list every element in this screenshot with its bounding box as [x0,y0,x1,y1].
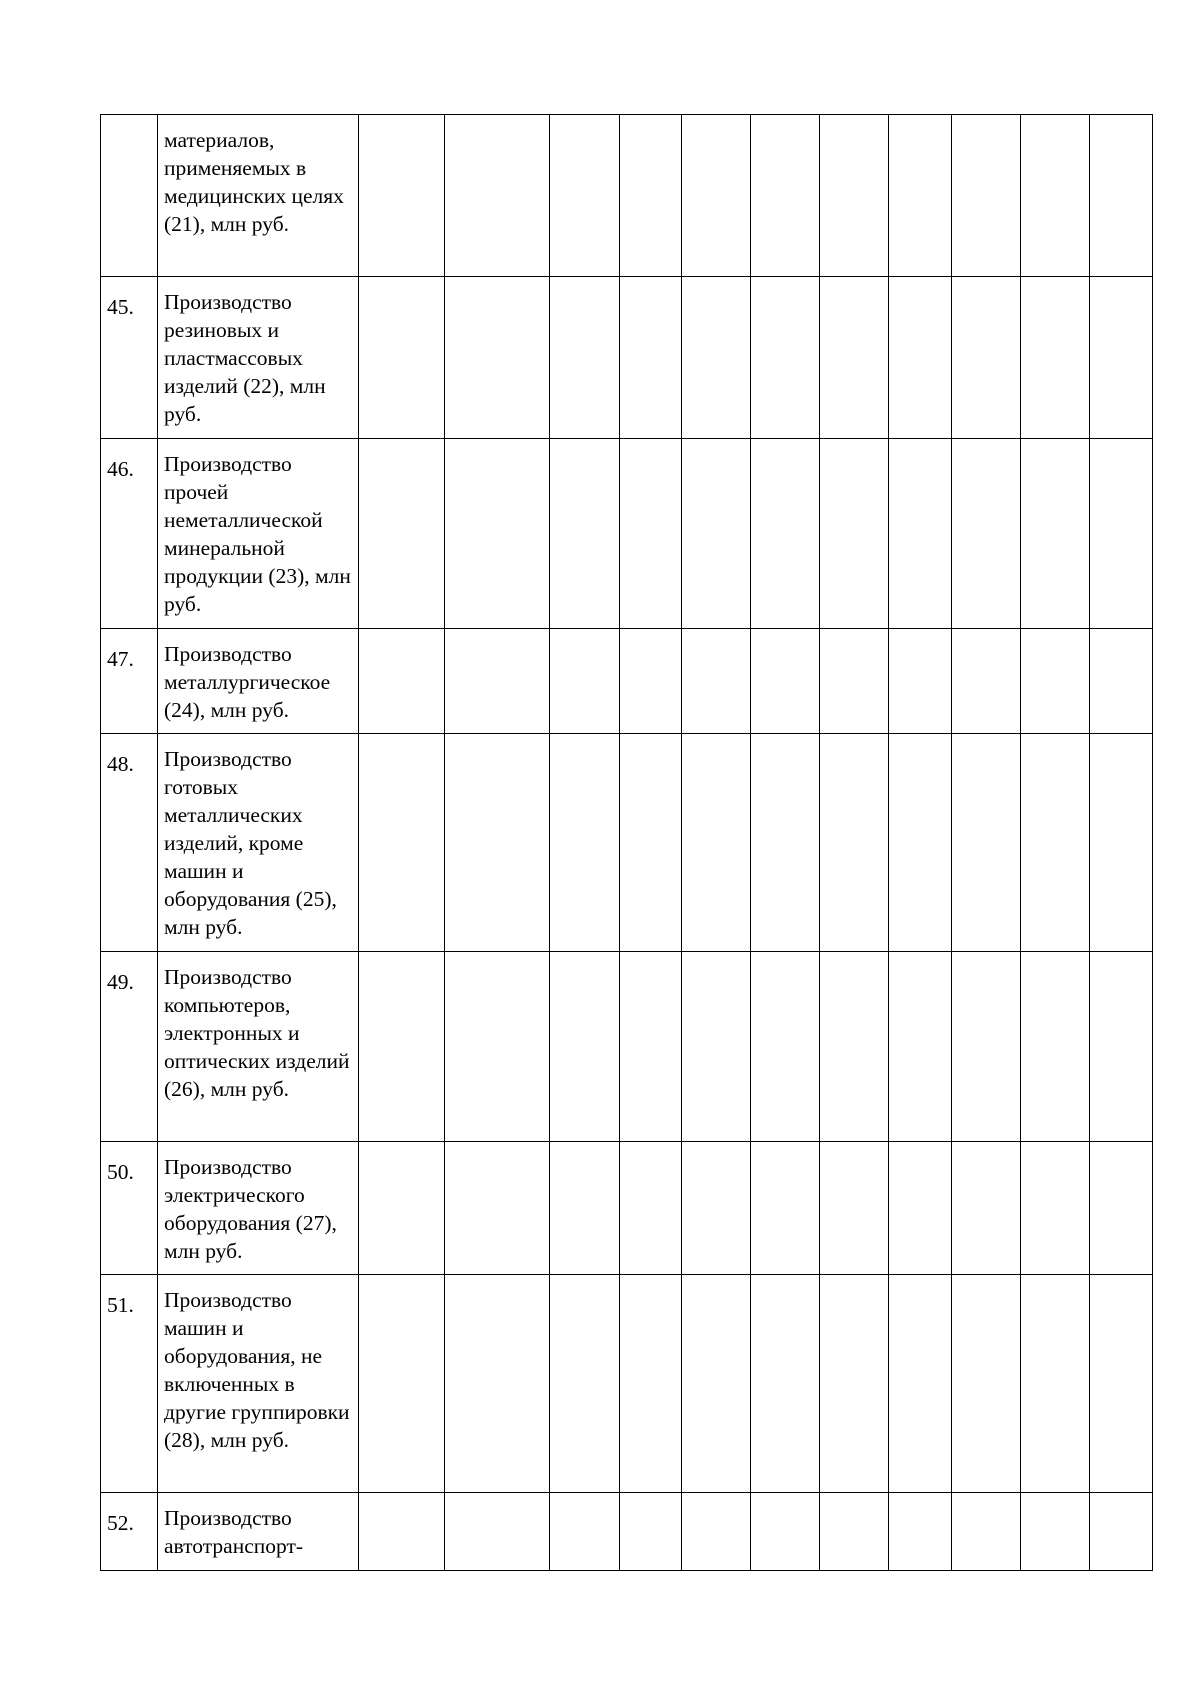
value-cell [1090,1493,1153,1571]
value-cell [445,1142,550,1275]
value-cell [1021,1493,1090,1571]
value-cell [751,952,820,1142]
indicator-name-cell [158,1493,359,1571]
value-cell [820,115,889,277]
value-cell [445,1275,550,1493]
table-row [101,629,1153,734]
value-cell [820,629,889,734]
value-cell [620,1142,682,1275]
value-cell [359,1142,445,1275]
table-row [101,115,1153,277]
indicator-name: Производство готовых металлических изделий, кроме машин и оборудования (25), млн руб. [164,747,337,939]
table-row [101,734,1153,952]
value-cell [620,1275,682,1493]
value-cell [445,277,550,439]
indicator-name: Производство прочей неметаллической минеральной продукции (23), млн руб. [164,452,351,616]
value-cell [1021,1275,1090,1493]
value-cell [445,734,550,952]
value-cell [952,952,1021,1142]
value-cell [445,1493,550,1571]
indicator-name-cell [158,734,359,952]
value-cell [1090,1142,1153,1275]
value-cell [820,277,889,439]
value-cell [889,1275,952,1493]
value-cell [550,734,620,952]
table-body [101,115,1153,1571]
value-cell [682,629,751,734]
value-cell [820,1493,889,1571]
value-cell [445,629,550,734]
value-cell [820,1275,889,1493]
value-cell [682,952,751,1142]
value-cell [751,1493,820,1571]
value-cell [620,1493,682,1571]
value-cell [820,734,889,952]
table-row [101,439,1153,629]
value-cell [682,115,751,277]
row-number: 48. [101,734,158,952]
value-cell [550,439,620,629]
value-cell [820,1142,889,1275]
value-cell [889,1493,952,1571]
value-cell [889,1142,952,1275]
value-cell [550,1275,620,1493]
indicators-table [100,114,1153,1571]
indicator-name: Производство металлургическое (24), млн руб. [164,642,331,722]
indicator-name: Производство машин и оборудования, не включенных в другие группировки (28), млн руб. [164,1288,350,1452]
value-cell [359,629,445,734]
value-cell [952,277,1021,439]
indicator-name-cell [158,1142,359,1275]
row-number: 45. [101,277,158,439]
value-cell [1090,952,1153,1142]
indicator-name: Производство автотранспорт- [164,1506,304,1558]
value-cell [1021,629,1090,734]
value-cell [620,734,682,952]
indicator-name-cell [158,439,359,629]
value-cell [751,439,820,629]
value-cell [751,1142,820,1275]
value-cell [751,1275,820,1493]
value-cell [1090,439,1153,629]
indicator-name-cell [158,952,359,1142]
indicator-name: материалов, применяемых в медицинских целях (21), млн руб. [164,128,344,236]
value-cell [1090,1275,1153,1493]
value-cell [359,115,445,277]
value-cell [550,115,620,277]
value-cell [359,1493,445,1571]
value-cell [952,1493,1021,1571]
table-row [101,1142,1153,1275]
table-row [101,1493,1153,1571]
value-cell [751,629,820,734]
value-cell [1021,439,1090,629]
value-cell [1021,734,1090,952]
value-cell [445,115,550,277]
value-cell [889,277,952,439]
value-cell [550,277,620,439]
value-cell [889,629,952,734]
value-cell [1090,629,1153,734]
value-cell [359,734,445,952]
value-cell [1090,277,1153,439]
value-cell [952,115,1021,277]
value-cell [620,952,682,1142]
value-cell [889,734,952,952]
value-cell [751,115,820,277]
value-cell [620,277,682,439]
value-cell [550,952,620,1142]
value-cell [1090,734,1153,952]
value-cell [682,1493,751,1571]
value-cell [682,277,751,439]
value-cell [620,115,682,277]
value-cell [359,952,445,1142]
value-cell [682,1142,751,1275]
value-cell [751,277,820,439]
value-cell [550,629,620,734]
value-cell [952,1142,1021,1275]
table-row [101,1275,1153,1493]
value-cell [820,952,889,1142]
row-number: 46. [101,439,158,629]
value-cell [359,1275,445,1493]
value-cell [445,439,550,629]
value-cell [550,1142,620,1275]
row-number: 52. [101,1493,158,1571]
value-cell [620,629,682,734]
row-number: 49. [101,952,158,1142]
value-cell [445,952,550,1142]
row-number: 51. [101,1275,158,1493]
value-cell [952,439,1021,629]
value-cell [751,734,820,952]
value-cell [889,115,952,277]
indicator-name-cell [158,277,359,439]
value-cell [359,439,445,629]
row-number [101,115,158,277]
value-cell [1021,277,1090,439]
value-cell [889,952,952,1142]
indicator-name-cell [158,115,359,277]
value-cell [620,439,682,629]
indicator-name: Производство электрического оборудования (27), млн руб. [164,1155,337,1263]
indicator-name-cell [158,1275,359,1493]
value-cell [1021,952,1090,1142]
value-cell [1090,115,1153,277]
value-cell [889,439,952,629]
row-number: 47. [101,629,158,734]
value-cell [820,439,889,629]
value-cell [550,1493,620,1571]
value-cell [952,734,1021,952]
value-cell [1021,115,1090,277]
value-cell [682,734,751,952]
row-number: 50. [101,1142,158,1275]
indicator-name: Производство резиновых и пластмассовых изделий (22), млн руб. [164,290,326,426]
value-cell [952,1275,1021,1493]
value-cell [952,629,1021,734]
table-row [101,277,1153,439]
indicator-name-cell [158,629,359,734]
indicator-name: Производство компьютеров, электронных и оптических изделий (26), млн руб. [164,965,350,1101]
table-row [101,952,1153,1142]
value-cell [1021,1142,1090,1275]
value-cell [359,277,445,439]
value-cell [682,439,751,629]
value-cell [682,1275,751,1493]
